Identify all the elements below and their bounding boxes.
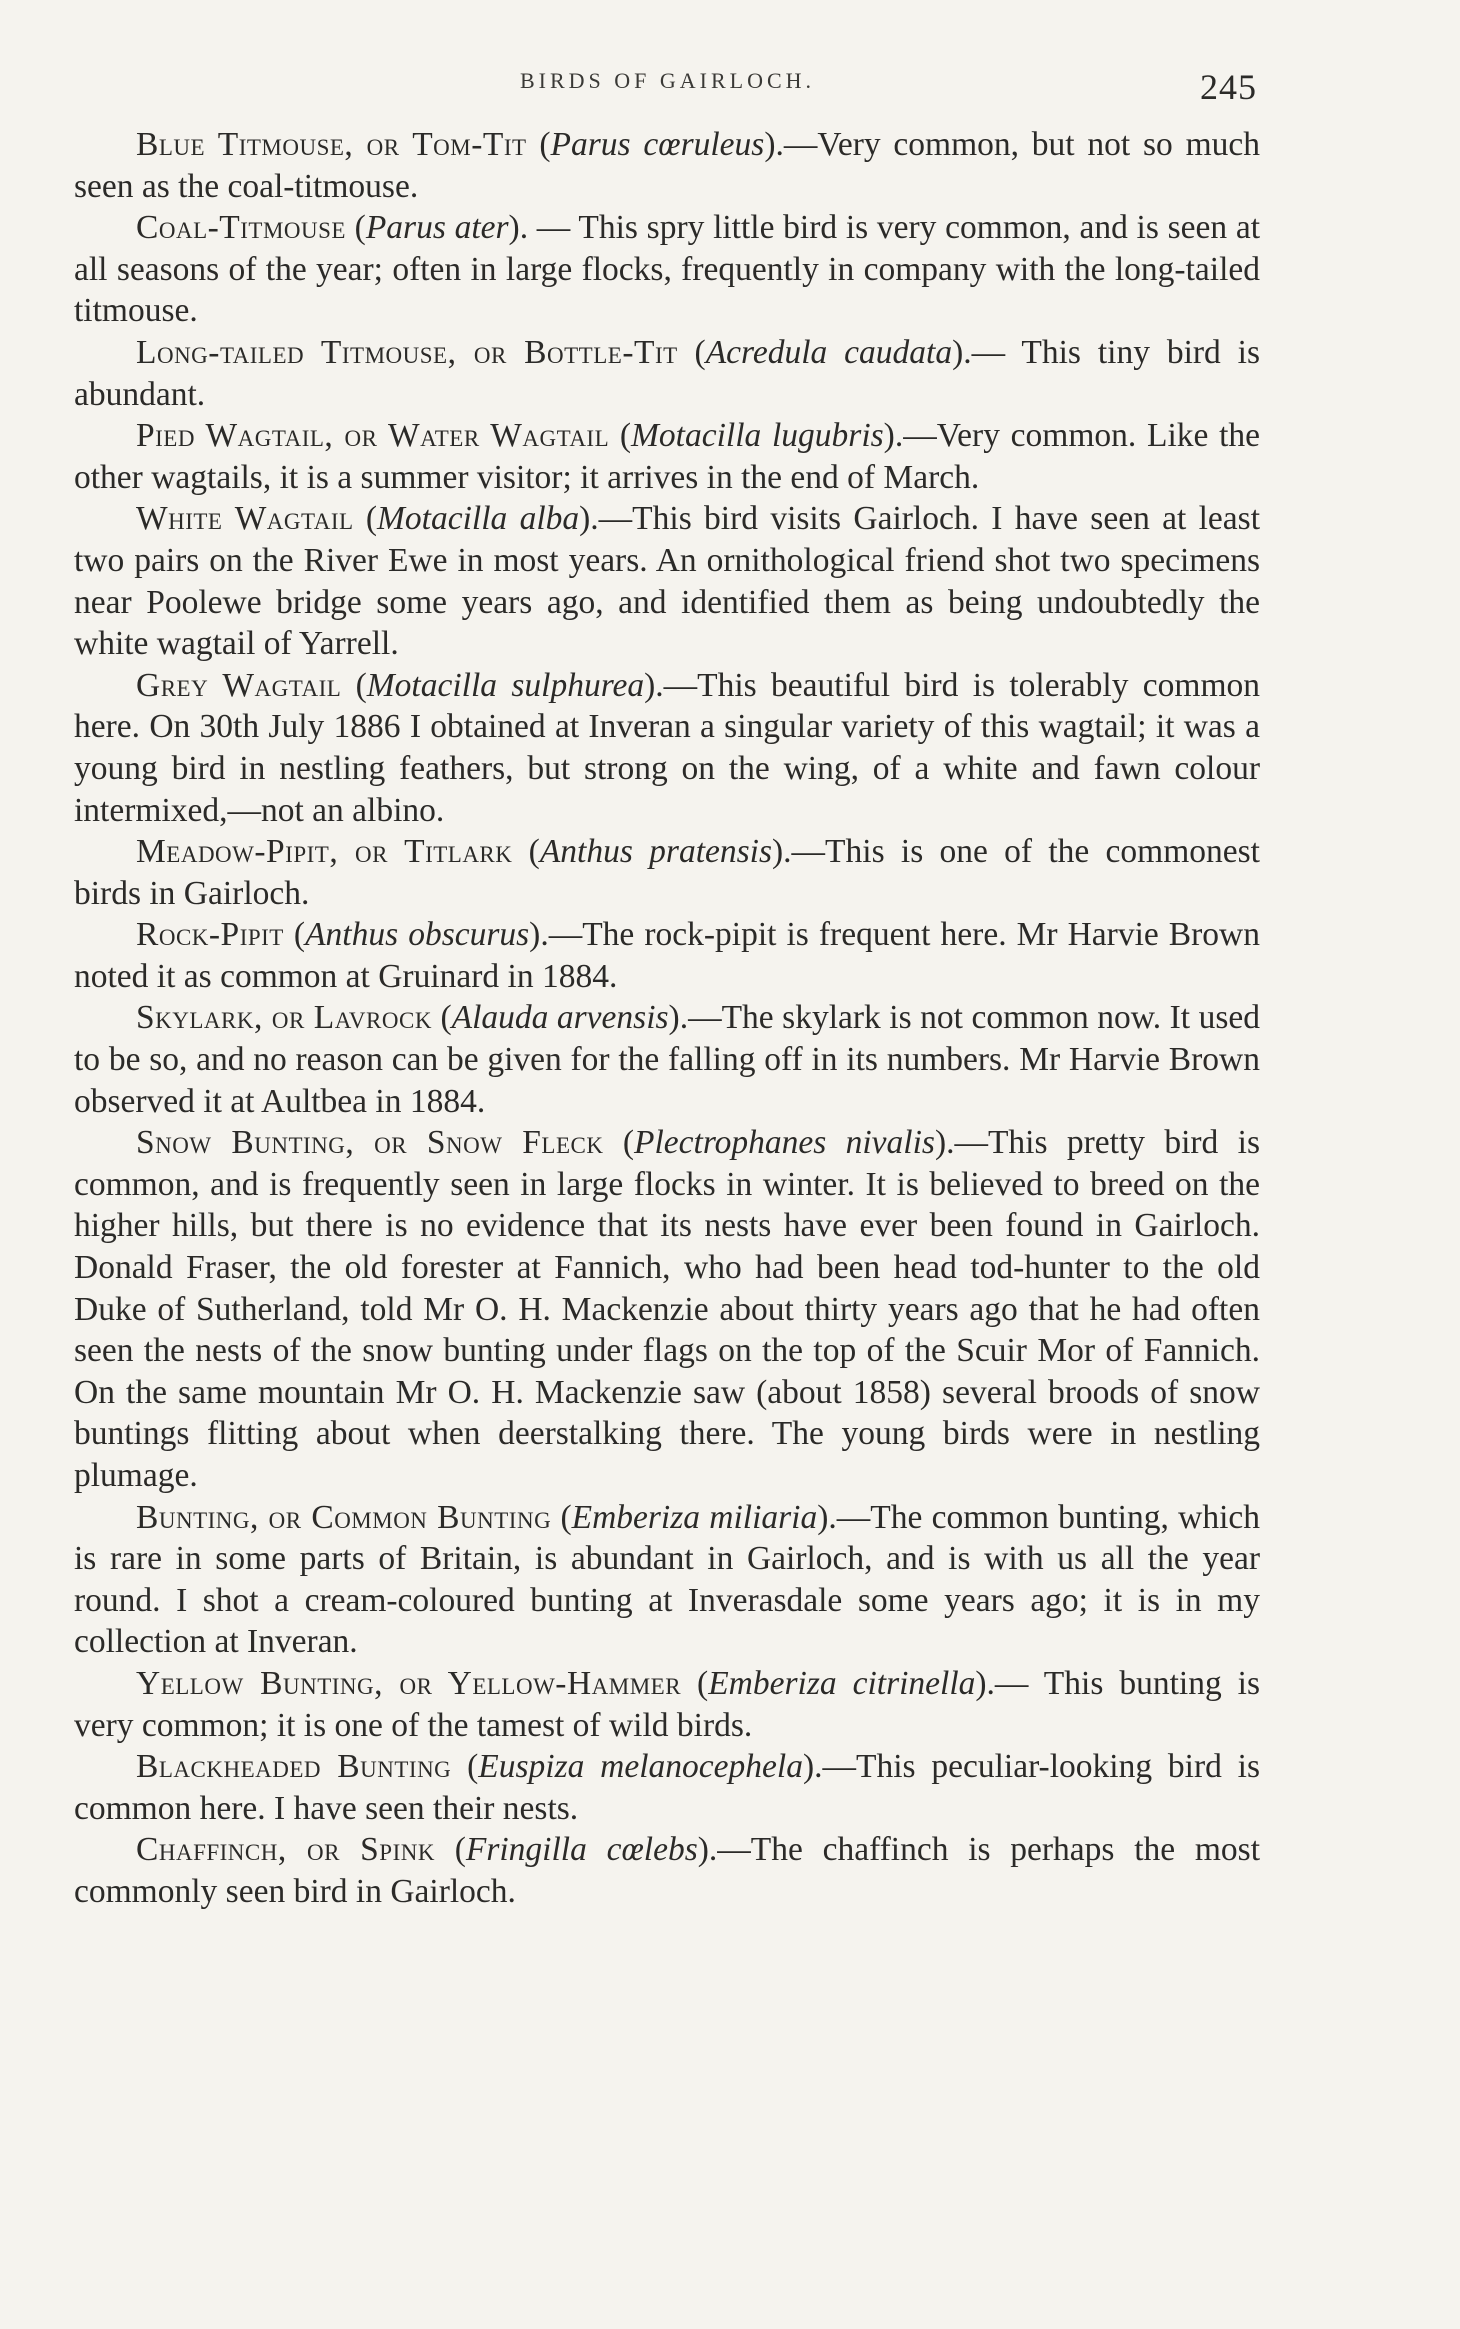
entry-common-bunting xyxy=(74,1497,1260,1663)
scientific-name: Motacilla sulphurea xyxy=(366,666,645,704)
paren: ( xyxy=(603,1124,634,1162)
entry-rock-pipit xyxy=(74,914,1260,997)
common-name: Skylark, or Lavrock xyxy=(136,999,432,1037)
common-name: Coal-Titmouse xyxy=(136,209,346,247)
paren: ( xyxy=(526,126,551,163)
scientific-name: Acredula caudata xyxy=(705,333,953,371)
scientific-name: Parus ater xyxy=(365,209,509,247)
scientific-name: Motacilla lugubris xyxy=(631,417,884,455)
entry-text: ).—This beautiful bird is tolerably common here. On 30th July 1886 I obtained at Inveran a singular variety of this wagtail; it was a young bird in nestling feathers, but strong on the wing, of a white and fawn colour intermixed,—not an albino. xyxy=(74,666,1261,829)
entry-skylark xyxy=(74,997,1260,1122)
paren: ( xyxy=(451,1748,479,1786)
entry-text: ).—The common bunting, which is rare in some parts of Britain, is abundant in Gairloch, and is with us all the year round. I shot a cream-coloured bunting at Inverasdale some years ago; it is in my collection at Inveran. xyxy=(74,1498,1260,1661)
scientific-name: Fringilla cœlebs xyxy=(465,1831,698,1869)
entry-yellow-bunting xyxy=(74,1663,1260,1746)
entry-blackheaded-bunting xyxy=(74,1746,1260,1829)
entry-text: ). — This spry little bird is very common, and is seen at all seasons of the year; often in large flocks, frequently in company with the long-tailed titmouse. xyxy=(74,209,1261,330)
scientific-name: Alauda arvensis xyxy=(451,999,669,1037)
entry-grey-wagtail xyxy=(74,665,1260,831)
entry-text: ).—This pretty bird is common, and is frequently seen in large flocks in winter. It is believed to breed on the higher hills, but there is no evidence that its nests have ever been found in Gairloch. Donald Fraser, the old forester at Fannich, who had been head tod-hunter to the old Duke of Sutherland, told Mr O. H. Mackenzie about thirty years ago that he had often seen the nests of the snow bunting under flags on the top of the Scuir Mor of Fannich. On the same mountain Mr O. H. Mackenzie saw (about 1858) several broods of snow buntings flitting about when deerstalking there. The young birds were in nestling plumage. xyxy=(74,1124,1260,1494)
paren: ( xyxy=(431,999,452,1037)
common-name: Chaffinch, or Spink xyxy=(136,1831,435,1869)
entry-text: ).—Very common, but not so much seen as the coal-titmouse. xyxy=(74,126,1261,205)
entry-text: ).—The rock-pipit is frequent here. Mr Harvie Brown noted it as common at Gruinard in 1884. xyxy=(74,916,1261,995)
entry-white-wagtail xyxy=(74,498,1260,664)
entry-text: ).—The chaffinch is perhaps the most commonly seen bird in Gairloch. xyxy=(74,1831,1260,1910)
entry-pied-wagtail xyxy=(74,415,1260,498)
entry-meadow-pipit xyxy=(74,831,1260,914)
common-name: Blue Titmouse, or Tom-Tit xyxy=(136,126,527,163)
common-name: White Wagtail xyxy=(136,500,354,538)
running-head: BIRDS OF GAIRLOCH. xyxy=(519,68,816,93)
paren: ( xyxy=(353,500,378,538)
scientific-name: Emberiza citrinella xyxy=(708,1664,976,1702)
entry-text: ).—This is one of the commonest birds in Gairloch. xyxy=(74,833,1260,912)
entry-text: ).— This bunting is very common; it is one of the tamest of wild birds. xyxy=(74,1664,1261,1744)
entry-long-tailed-titmouse xyxy=(74,332,1260,415)
paren: ( xyxy=(341,666,367,704)
paren: ( xyxy=(681,1664,709,1702)
common-name: Snow Bunting, or Snow Fleck xyxy=(136,1124,604,1162)
common-name: Blackheaded Bunting xyxy=(136,1748,452,1786)
page-number: 245 xyxy=(1200,67,1257,107)
scientific-name: Euspiza melanocephela xyxy=(478,1748,803,1786)
paren: ( xyxy=(283,916,306,954)
common-name: Long-tailed Titmouse, or Bottle-Tit xyxy=(136,333,678,371)
scientific-name: Parus cœruleus xyxy=(550,126,765,163)
scientific-name: Anthus pratensis xyxy=(539,833,773,871)
scientific-name: Plectrophanes nivalis xyxy=(634,1124,935,1162)
entry-coal-titmouse xyxy=(74,207,1260,332)
paren: ( xyxy=(677,333,706,371)
scientific-name: Emberiza miliaria xyxy=(571,1498,818,1536)
entry-snow-bunting xyxy=(74,1122,1260,1496)
common-name: Pied Wagtail, or Water Wagtail xyxy=(136,417,610,455)
entry-text: ).—This bird visits Gairloch. I have seen at least two pairs on the River Ewe in most years. An ornithological friend shot two specimens near Poolewe bridge some years ago, and identified them as being undoubtedly the white wagtail of Yarrell. xyxy=(74,500,1261,663)
paren: ( xyxy=(551,1498,572,1536)
entry-text: ).—Very common. Like the other wagtails, it is a summer visitor; it arrives in the end of March. xyxy=(74,417,1261,496)
entry-chaffinch xyxy=(74,1829,1260,1912)
entry-text: ).—The skylark is not common now. It used to be so, and no reason can be given for the falling off in its numbers. Mr Harvie Brown observed it at Aultbea in 1884. xyxy=(74,999,1260,1120)
paren: ( xyxy=(434,1831,466,1869)
common-name: Rock-Pipit xyxy=(136,916,284,954)
body-text xyxy=(74,124,1260,1913)
entry-text: ).— This tiny bird is abundant. xyxy=(74,333,1261,413)
paren: ( xyxy=(345,209,366,247)
entry-text: ).—This peculiar-looking bird is common here. I have seen their nests. xyxy=(74,1748,1260,1827)
entry-blue-titmouse xyxy=(74,124,1260,207)
paren: ( xyxy=(512,833,540,871)
scientific-name: Motacilla alba xyxy=(377,500,580,538)
common-name: Grey Wagtail xyxy=(136,666,342,704)
common-name: Yellow Bunting, or Yellow-Hammer xyxy=(136,1664,682,1702)
common-name: Bunting, or Common Bunting xyxy=(136,1498,552,1536)
common-name: Meadow-Pipit, or Titlark xyxy=(136,833,513,871)
paren: ( xyxy=(609,417,632,455)
scientific-name: Anthus obscurus xyxy=(305,916,530,954)
